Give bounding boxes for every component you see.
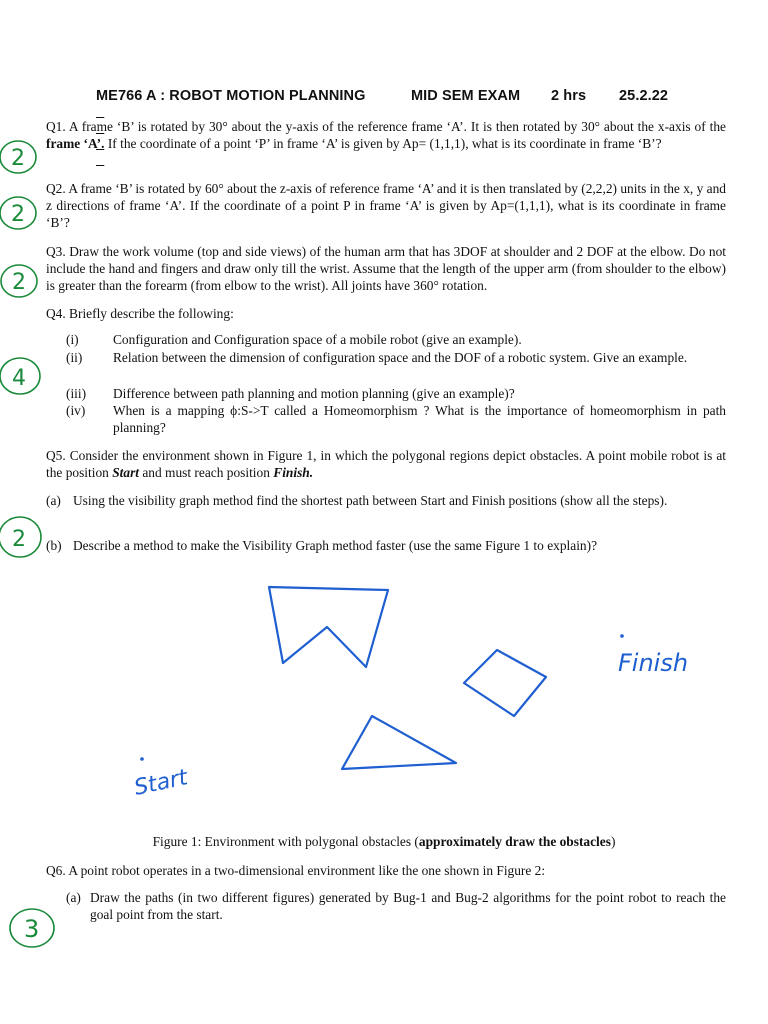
q1-text-b: If the coordinate of a point ‘P’ in frame ‘A’ is given by Ap= (1,1,1), what is its coordinate in frame ‘B’? xyxy=(104,136,662,151)
question-4-intro: Q4. Briefly describe the following: xyxy=(46,306,234,321)
mark-score-q5: 2 xyxy=(12,527,26,552)
q4-item-text: When is a mapping ϕ:S->T called a Homeomorphism ? What is the importance of homeomorphism in path planning? xyxy=(113,403,726,435)
q5-a-text: Using the visibility graph method find the shortest path between Start and Finish positions (show all the steps). xyxy=(73,493,668,508)
question-2: Q2. A frame ‘B’ is rotated by 60° about the z-axis of reference frame ‘A’ and it is then translated by (2,2,2) units in the x, y and z directions of frame ‘A’. If the coordinate of a point P in frame ‘A’ is given by Ap=(1,1,1), what is its coordinate in frame ‘B’? xyxy=(46,181,726,230)
q6-a-label: (a) xyxy=(66,890,81,905)
mark-score-q4: 4 xyxy=(12,366,26,391)
q5-text-a: Q5. Consider the environment shown in Figure 1, in which the polygonal regions depict obstacles. A point mobile robot is at the position xyxy=(46,448,726,480)
mark-score-q3: 2 xyxy=(12,270,26,295)
course-title: ME766 A : ROBOT MOTION PLANNING xyxy=(96,88,366,104)
finish-point xyxy=(620,634,624,638)
caption-end: ) xyxy=(610,834,616,849)
q5-text-b: and must reach position xyxy=(139,465,274,480)
obstacle-pentagon xyxy=(269,587,388,667)
q5-a-label: (a) xyxy=(46,493,61,508)
q4-item-number: (i) xyxy=(66,332,79,347)
q5-finish-word: Finish. xyxy=(273,465,314,480)
exam-date: 25.2.22 xyxy=(619,88,669,104)
mark-score-q6: 3 xyxy=(24,915,40,943)
caption-bold-text: approximately draw the obstacles xyxy=(418,834,611,849)
exam-duration: 2 hrs xyxy=(551,88,587,104)
obstacle-diamond xyxy=(464,650,546,716)
q1-text-a: Q1. A frame ‘B’ is rotated by 30° about the y-axis of the reference frame ‘A’. It is then rotated by 30° about the x-axis of the xyxy=(46,119,726,134)
q4-item-text: Configuration and Configuration space of a mobile robot (give an example). xyxy=(113,332,522,347)
q5-b-text: Describe a method to make the Visibility Graph method faster (use the same Figure 1 to explain)? xyxy=(73,538,598,553)
exam-type: MID SEM EXAM xyxy=(411,88,521,104)
q4-item-text: Difference between path planning and motion planning (give an example)? xyxy=(113,386,515,401)
q4-item-text: Relation between the dimension of configuration space and the DOF of a robotic system. Give an example. xyxy=(113,350,688,365)
obstacle-triangle xyxy=(342,716,456,769)
question-3: Q3. Draw the work volume (top and side views) of the human arm that has 3DOF at shoulder and 2 DOF at the elbow. Do not include the hand and fingers and draw only till the wrist. Assume that the length of the upper arm (from shoulder to the elbow) is greater than the forearm (from elbow to the wrist). All joints have 360° rotation. xyxy=(46,244,726,293)
caption-text: Figure 1: Environment with polygonal obstacles ( xyxy=(152,834,419,849)
start-label: Start xyxy=(132,765,190,801)
mark-score-q1: 2 xyxy=(11,146,25,171)
q4-item-number: (ii) xyxy=(66,350,83,365)
q5-b-label: (b) xyxy=(46,538,62,553)
q4-item-number: (iv) xyxy=(66,403,86,418)
q6-a-text: Draw the paths (in two different figures) generated by Bug-1 and Bug-2 algorithms for the point robot to reach the goal point from the start. xyxy=(90,890,726,922)
q1-text-bold: frame ‘A’. xyxy=(46,136,105,151)
finish-label: Finish xyxy=(618,649,689,677)
question-6-intro: Q6. A point robot operates in a two-dimensional environment like the one shown in Figure 2: xyxy=(46,863,546,878)
q5-start-word: Start xyxy=(112,465,140,480)
mark-score-q2: 2 xyxy=(11,202,25,227)
start-point xyxy=(140,757,144,761)
q4-item-number: (iii) xyxy=(66,386,87,401)
